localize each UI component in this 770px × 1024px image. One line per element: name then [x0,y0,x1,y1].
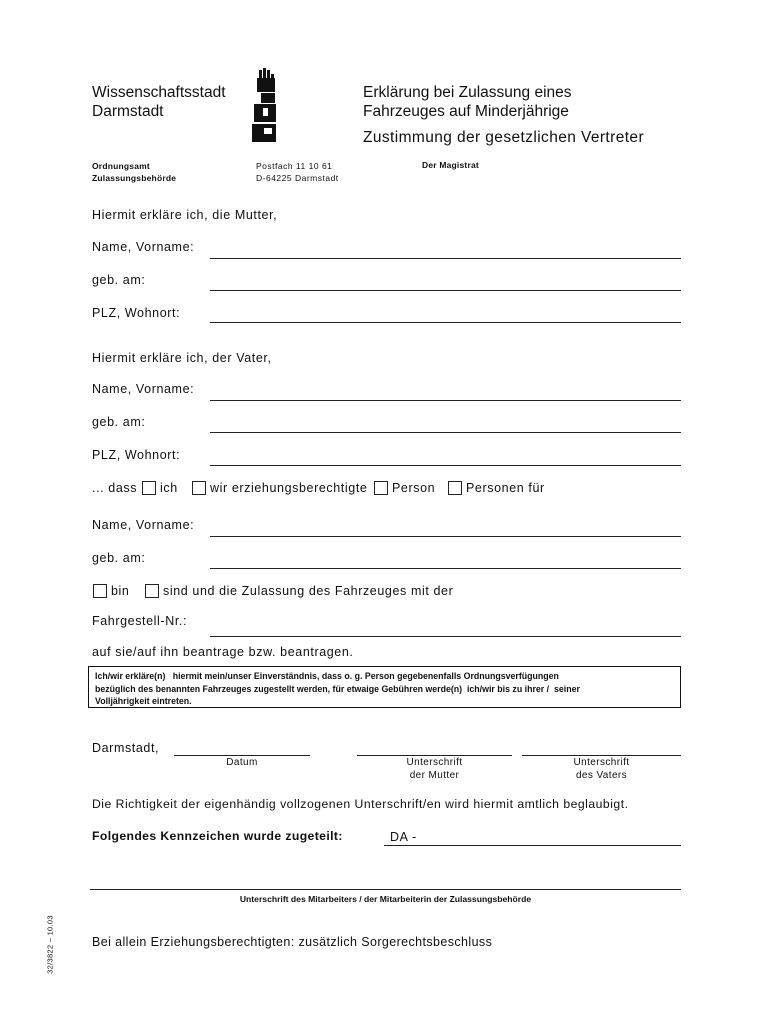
declaration-line3: Volljährigkeit eintreten. [95,696,192,706]
ich-checkbox[interactable] [142,481,156,495]
city-line1: Wissenschaftsstadt [92,84,226,101]
person-checkbox[interactable] [374,481,388,495]
wir-label: wir erziehungsberechtigte [210,481,368,495]
form-code: 32/3822 – 10.03 [45,915,55,974]
footer-note: Bei allein Erziehungsberechtigten: zusätzlich Sorgerechtsbeschluss [92,935,493,949]
sind-label: sind und die Zulassung des Fahrzeuges mit der [163,584,454,598]
plate-label: Folgendes Kennzeichen wurde zugeteilt: [92,829,343,843]
mother-birth-label: geb. am: [92,273,146,287]
declaration-line2: bezüglich des benannten Fahrzeuges zugestellt werden, für etwaige Gebühren werde(n) ich/wir bis zu ihrer / seiner [95,683,580,694]
wir-checkbox[interactable] [192,481,206,495]
date-field[interactable] [174,737,310,756]
mother-birth-field[interactable] [210,272,681,291]
form-title [363,83,572,121]
address-line2: D-64225 Darmstadt [256,173,339,183]
chassis-number-field[interactable] [210,618,681,637]
father-name-label: Name, Vorname: [92,382,195,396]
plate-prefix: DA - [390,830,417,844]
chassis-label: Fahrgestell-Nr.: [92,614,188,628]
father-caption-line2: des Vaters [575,769,628,781]
declaration-text [95,670,580,708]
bin-label: bin [111,584,130,598]
title-line2: Fahrzeuges auf Minderjährige [363,103,569,120]
person-label: Person [392,481,436,495]
sind-checkbox[interactable] [145,584,159,598]
staff-signature-caption: Unterschrift des Mitarbeiters / der Mitarbeiterin der Zulassungsbehörde [239,894,532,904]
father-caption-line1: Unterschrift [573,757,630,768]
father-name-field[interactable] [210,382,681,401]
mother-intro: Hiermit erkläre ich, die Mutter, [92,208,278,222]
mother-signature-caption [357,757,512,782]
mother-caption-line2: der Mutter [409,769,460,781]
declaration-box [88,666,681,708]
bin-checkbox[interactable] [93,584,107,598]
minor-name-label: Name, Vorname: [92,518,195,532]
father-intro: Hiermit erkläre ich, der Vater, [92,351,272,365]
title-line1: Erklärung bei Zulassung eines [363,84,572,101]
dept-line1: Ordnungsamt [92,161,150,171]
mother-name-label: Name, Vorname: [92,240,195,254]
magistrat-label: Der Magistrat [422,160,479,170]
father-city-field[interactable] [210,447,681,466]
dass-label: ... dass [92,481,138,495]
dept-line2: Zulassungsbehörde [92,173,177,183]
minor-birth-label: geb. am: [92,551,146,565]
father-city-label: PLZ, Wohnort: [92,448,181,462]
mother-city-label: PLZ, Wohnort: [92,306,181,320]
personen-label: Personen für [466,481,545,495]
declaration-line1: Ich/wir erkläre(n) hiermit mein/unser Einverständnis, dass o. g. Person gegebenenfalls Ordnungsverfügungen [95,671,559,681]
father-signature-field[interactable] [522,737,681,756]
father-birth-label: geb. am: [92,415,146,429]
father-birth-field[interactable] [210,414,681,433]
staff-signature-line [90,889,681,890]
certification-text: Die Richtigkeit der eigenhändig vollzogenen Unterschrift/en wird hiermit amtlich beglaubigt. [92,797,629,811]
form-subtitle: Zustimmung der gesetzlichen Vertreter [363,129,645,146]
minor-name-field[interactable] [210,518,681,537]
mother-city-field[interactable] [210,304,681,323]
mother-signature-field[interactable] [357,737,512,756]
place-label: Darmstadt, [92,741,160,755]
personen-checkbox[interactable] [448,481,462,495]
plate-number-field[interactable] [384,827,681,846]
date-caption: Datum [226,757,258,768]
city-name [92,83,226,121]
mother-caption-line1: Unterschrift [406,757,463,768]
ich-label: ich [160,481,178,495]
department [92,160,176,184]
city-line2: Darmstadt [92,103,164,120]
apply-text: auf sie/auf ihn beantrage bzw. beantragen. [92,645,354,659]
mother-name-field[interactable] [210,240,681,259]
father-signature-caption [522,757,681,782]
address-line1: Postfach 11 10 61 [256,161,333,171]
minor-birth-field[interactable] [210,550,681,569]
postal-address [256,160,339,184]
darmstadt-coat-of-arms-logo [250,66,278,144]
